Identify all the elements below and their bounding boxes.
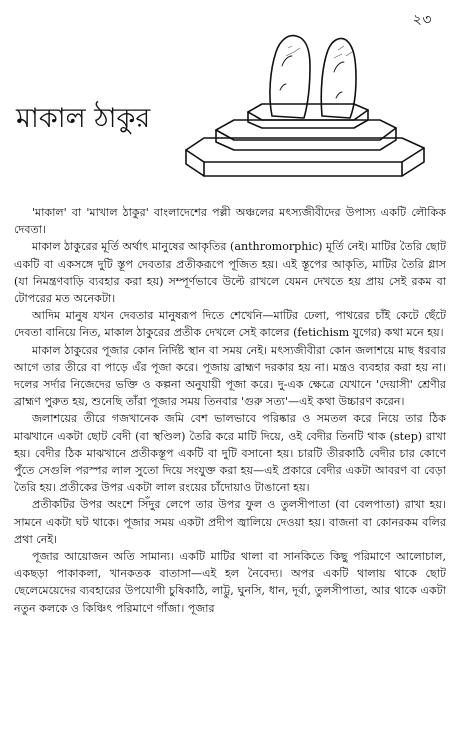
- article-body: [14, 204, 446, 617]
- left-stone-idol: [270, 36, 310, 118]
- paragraph: মাকাল ঠাকুরের পূজার কোন নির্দিষ্ট স্থান বা সময় নেই। মৎস্যজীবীরা কোন জলাশয়ে মাছ ধরবার আগে তার তীরে বা পাড়ে এঁর পূজা করে। পূজায় ব্রাহ্মণ দরকার হয় না। মন্ত্রও ব্যবহার করা হয় না। দলের সর্দার নিজেদের ভক্তি ও কল্পনা অনুযায়ী পূজা করে। দু-এক ক্ষেত্রে যেখানে 'দেয়াসী' শ্রেণীর ব্রাহ্মণ পুরুত হয়, শুনেছি তাঁরা পূজার সময় তিনবার 'গুরু সত্য'—এই কথা উচ্চারণ করেন।: [14, 343, 446, 409]
- paragraph: আদিম মানুষ যখন দেবতার মানুষরূপ দিতে শেখেনি—মাটির ঢেলা, পাথরের চাঁই কেটে ছেঁটে দেবতা বানিয়ে নিত, মাকাল ঠাকুরের প্রতীক দেখলে সেই কালের (fetichism যুগের) কথা মনে হয়।: [14, 309, 446, 340]
- paragraph: 'মাকাল' বা 'মাখাল ঠাকুর' বাংলাদেশের পল্লী অঞ্চলের মৎস্যজীবীদের উপাস্য একটি লৌকিক দেবতা।: [14, 206, 446, 237]
- chapter-title: মাকাল ঠাকুর: [16, 103, 151, 134]
- paragraph: জলাশয়ের তীরে গজখানেক জমি বেশ ভালভাবে পরিষ্কার ও সমতল করে নিয়ে তার ঠিক মাঝখানে একটা ছোট বেদী (বা স্থণ্ডিল) তৈরি করে মাটি দিয়ে, ওই বেদীর তিনটি থাক (step) রাখা হয়। বেদীর ঠিক মাঝখানে প্রতীকস্তূপ একটি বা দুটি বসানো হয়। চারটি তীরকাঠি বেদীর চার কোণে পুঁতে সেগুলি পরস্পর লাল সুতো দিয়ে সংযুক্ত করা হয়—এই প্রকারে বেদীর একটা আবরণ বা বেড়া তৈরি হয়। প্রতীকের উপর একটা লাল রংয়ের চাঁদোয়াও টাঙানো হয়।: [14, 412, 446, 495]
- right-stone-idol: [321, 38, 356, 118]
- platform-middle-step: [216, 120, 396, 150]
- paragraph: মাকাল ঠাকুরের মূর্তি অর্থাৎ মানুষের আকৃতির (anthromorphic) মূর্তি নেই। মাটির তৈরি ছোট একটি বা একসঙ্গে দুটি স্তূপ দেবতার প্রতীকরূপে পূজিত হয়। এই স্তূপের আকৃতি, মাটির তৈরি গ্লাস (যা নিমন্ত্রণবাড়ি ব্যবহার করা হয়) সম্পূর্ণভাবে উল্টে রাখলে যেমন দেখতে হয় প্রায় সেই রকম বা টোপরের মত অনেকটা।: [14, 240, 446, 306]
- page-number: ২৩: [412, 12, 432, 28]
- paragraph: পূজার আয়োজন অতি সামান্য। একটি মাটির থালা বা সানকিতে কিছু পরিমাণে আলোচাল, একছড়া পাকাকলা, খানকতক বাতাসা—এই হল নৈবেদ্য। অপর একটি থালায় থাকে ছোট ছেলেমেয়েদের ব্যবহারের উপযোগী চুষিকাঠি, লাট্টু, ঘুনসি, ধান, দূর্বা, তুলসীপাতা, আর থাকে একটা নতুন কলকে ও কিঞ্চিৎ পরিমাণে গাঁজা। পূজার: [14, 550, 446, 615]
- stone-idols-illustration: [176, 26, 434, 196]
- paragraph: প্রতীকটির উপর অংশে সিঁদুর লেপে তার উপর ফুল ও তুলসীপাতা (বা বেলপাতা) রাখা হয়। সামনে একটা ঘট থাকে। পূজার সময় একটা প্রদীপ জ্বালিয়ে দেওয়া হয়। বাজনা বা কোনরকম বলির প্রথা নেই।: [14, 498, 446, 546]
